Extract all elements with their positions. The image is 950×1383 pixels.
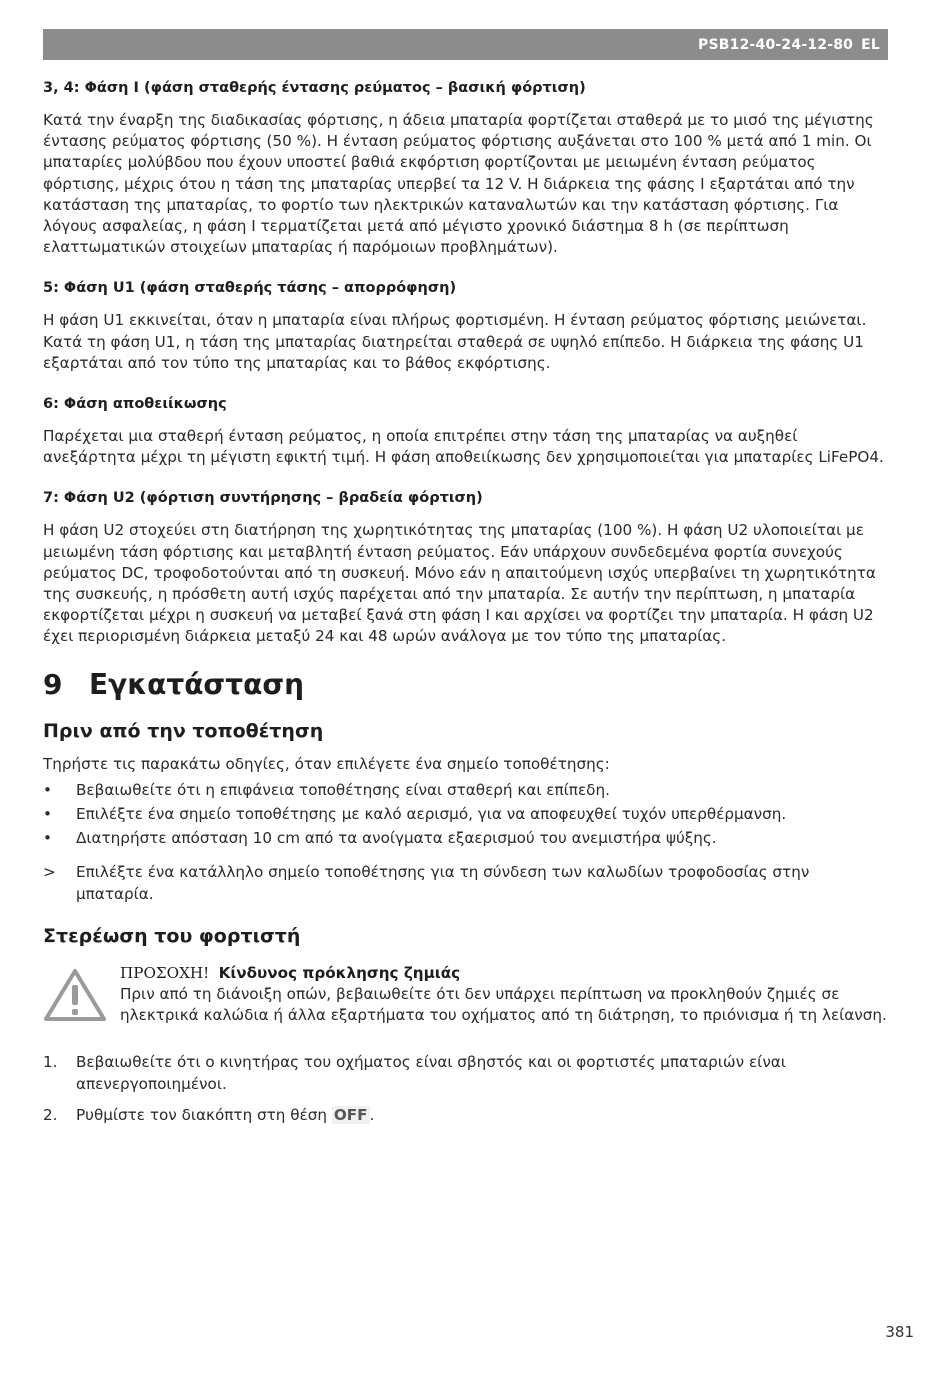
warning-text: Πριν από τη διάνοιξη οπών, βεβαιωθείτε ότι δεν υπάρχει περίπτωση να προκληθούν ζημιές σε ηλεκτρικά καλώδια ή άλλα εξαρτήματα του οχήματος από τη διάτρηση, το πριόνισμα ή τη λείανση. [120,984,887,1025]
step-number: 1. [43,1053,58,1072]
phase-u1-heading: 5: Φάση U1 (φάση σταθερής τάσης – απορρόφηση) [43,280,457,297]
page-number: 381 [885,1323,914,1341]
phase-1-text: Κατά την έναρξη της διαδικασίας φόρτισης, η άδεια μπαταρία φορτίζεται σταθερά με το μισό της μέγιστης έντασης ρεύματος φόρτισης (50 %). Η ένταση ρεύματος φόρτισης αυξάνεται στο 100 % μετά από 1 min. Οι μπαταρίες μολύβδου που έχουν υποστεί βαθιά εκφόρτιση φορτίζονται με μειωμένη ένταση ρεύματος φόρτισης, μέχρις ότου η τάση της μπαταρίας υπερβεί τα 12 V. Η διάρκεια της φάσης I εξαρτάται από την κατάσταση της μπαταρίας, το φορτίο των ηλεκτρικών καταναλωτών και την κατάσταση φόρτισης. Για λόγους ασφαλείας, η φάση I τερματίζεται μετά από μέγιστο χρονικό διάστημα 8 h (σε περίπτωση ελαττωματικών στοιχείων μπαταρίας ή παρόμοιων προβλημάτων). [43,111,874,257]
step-text: Βεβαιωθείτε ότι ο κινητήρας του οχήματος είναι σβηστός και οι φορτιστές μπαταριών είναι απενεργοποιημένοι. [76,1053,786,1093]
list-item [43,1052,891,1095]
phase-desulfation-heading: 6: Φάση αποθειίκωσης [43,396,227,413]
bullet-mark: • [43,828,52,847]
page-content [43,78,891,1137]
fixing-charger-heading: Στερέωση του φορτιστή [43,924,301,947]
phase-u2-text: Η φάση U2 στοχεύει στη διατήρηση της χωρητικότητας της μπαταρίας (100 %). Η φάση U2 υλοποιείται με μειωμένη τάση φόρτισης και μεταβλητή ένταση ρεύματος. Εάν υπάρχουν συνδεδεμένα φορτία συνεχούς ρεύματος DC, τροφοδοτούνται από τη συσκευή. Μόνο εάν η απαιτούμενη ισχύς υπερβαίνει τη χωρητικότητα της συσκευής, η πρόσθετη αυτή ισχύς παρέχεται από την μπαταρία. Σε αυτήν την περίπτωση, η μπαταρία εκφορτίζεται μέχρι η συσκευή να μεταβεί ξανά στη φάση I και αρχίσει να φορτίζει την μπαταρία. Η φάση U2 έχει περιορισμένη διάρκεια μεταξύ 24 και 48 ωρών ανάλογα με τον τύπο της μπαταρίας. [43,521,876,646]
mounting-guidelines-list [43,779,891,849]
list-item: 2. Ρυθμίστε τον διακόπτη στη θέση OFF . [43,1105,891,1127]
warning-signal-word: ΠΡΟΣΟΧΗ! [120,963,210,982]
bullet-mark: • [43,780,52,799]
chapter-number: 9 [43,667,63,701]
header-language: EL [861,36,880,53]
action-step [43,861,891,905]
list-item: • Διατηρήστε απόσταση 10 cm από τα ανοίγματα εξαερισμού του ανεμιστήρα ψύξης. [43,828,717,847]
step-text: Ρυθμίστε τον διακόπτη στη θέση [76,1106,327,1125]
warning-notice [43,963,891,1026]
phase-u1-text: Η φάση U1 εκκινείται, όταν η μπαταρία είναι πλήρως φορτισμένη. Η ένταση ρεύματος φόρτισης μειώνεται. Κατά τη φάση U1, η τάση της μπαταρίας διατηρείται σταθερά σε υψηλό επίπεδο. Η διάρκεια της φάσης U1 εξαρτάται από τον τύπο της μπαταρίας και το βάθος εκφόρτισης. [43,311,867,372]
warning-triangle-icon [43,967,107,1023]
step-number: 2. [43,1106,58,1125]
phase-u2-heading: 7: Φάση U2 (φόρτιση συντήρησης – βραδεία φόρτιση) [43,490,483,507]
list-item: • Επιλέξτε ένα σημείο τοποθέτησης με καλό αερισμό, για να αποφευχθεί τυχόν υπερθέρμανση. [43,804,787,823]
warning-title: Κίνδυνος πρόκλησης ζημιάς [218,963,461,982]
action-text: Επιλέξτε ένα κατάλληλο σημείο τοποθέτησης για τη σύνδεση των καλωδίων τροφοδοσίας στην μπαταρία. [76,862,810,903]
chapter-heading [43,668,891,702]
list-item: • Βεβαιωθείτε ότι η επιφάνεια τοποθέτησης είναι σταθερή και επίπεδη. [43,780,610,799]
fixing-steps-list [43,1052,891,1127]
before-mounting-intro: Τηρήστε τις παρακάτω οδηγίες, όταν επιλέγετε ένα σημείο τοποθέτησης: [43,754,610,773]
bullet-mark: • [43,804,52,823]
warning-title-line [120,963,891,984]
phase-desulfation-text: Παρέχεται μια σταθερή ένταση ρεύματος, η οποία επιτρέπει στην τάση της μπαταρίας να αυξηθεί ανεξάρτητα μέχρι τη μέγιστη εφικτή τιμή. Η φάση αποθειίκωσης δεν χρησιμοποιείται για μπαταρίες LiFePO4. [43,427,884,467]
action-mark: > [43,862,56,881]
header-model: PSB12-40-24-12-80 [698,36,854,53]
before-mounting-heading: Πριν από την τοποθέτηση [43,719,324,742]
page-header-bar [43,29,888,60]
off-key-label: OFF [333,1106,368,1125]
chapter-title: Εγκατάσταση [89,667,305,701]
phase-1-heading: 3, 4: Φάση I (φάση σταθερής έντασης ρεύματος – βασική φόρτιση) [43,80,586,96]
